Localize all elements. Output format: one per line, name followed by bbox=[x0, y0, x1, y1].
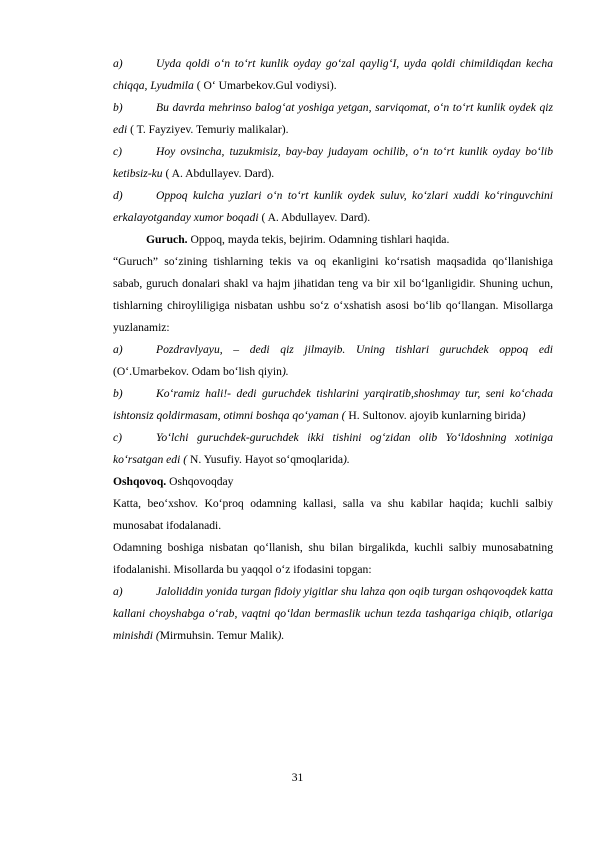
example-a-oy bbox=[113, 53, 553, 97]
guruch-example-b bbox=[113, 383, 553, 427]
source-citation: ( O‘ Umarbekov.Gul vodiysi). bbox=[193, 79, 337, 92]
source-citation: (O‘.Umarbekov. Odam bo‘lish qiyin bbox=[113, 365, 282, 378]
list-marker: d) bbox=[113, 189, 123, 202]
term-label: Oshqovoq. bbox=[113, 475, 167, 488]
page-body bbox=[113, 53, 553, 647]
example-c-oy bbox=[113, 141, 553, 185]
section-heading-guruch bbox=[113, 229, 553, 251]
quote-text: Yo‘lchi guruchdek-guruchdek ikki tishini og‘zidan olib Yo‘ldoshning xotiniga ko‘rsatgan edi ( bbox=[113, 431, 553, 466]
guruch-example-c bbox=[113, 427, 553, 471]
list-marker: a) bbox=[113, 57, 123, 70]
page-number: 31 bbox=[291, 771, 304, 784]
list-marker: b) bbox=[113, 387, 123, 400]
quote-text: Oppoq kulcha yuzlari o‘n to‘rt kunlik oydek suluv, ko‘zlari xuddi ko‘ringuvchini erkalayotganday xumor boqadi bbox=[113, 189, 553, 224]
quote-text: Pozdravlyayu, – dedi qiz jilmayib. Uning tishlari guruchdek oppoq edi bbox=[156, 343, 553, 356]
quote-text: Ko‘ramiz hali!- dedi guruchdek tishlarini yarqiratib,shoshmay tur, seni ko‘chada ishtonsiz qoldirmasam, otimni boshqa qo‘yaman ( bbox=[113, 387, 553, 422]
quote-text: Hoy ovsincha, tuzukmisiz, bay-bay judayam ochilib, o‘n to‘rt kunlik oyday bo‘lib ketibsiz-ku bbox=[113, 145, 553, 180]
quote-text: Jaloliddin yonida turgan fidoiy yigitlar shu lahza qon oqib turgan oshqovoqdek katta kallani choyshabga o‘rab, vaqtni qo‘ldan bermaslik uchun tezda tashqariga chiqib, otlariga minishdi ( bbox=[113, 585, 553, 642]
section-heading-oshqovoq bbox=[113, 471, 553, 493]
citation-close: ). bbox=[281, 365, 289, 378]
citation-close: ). bbox=[343, 453, 350, 466]
guruch-example-a bbox=[113, 339, 553, 383]
term-definition: Oppoq, mayda tekis, bejirim. Odamning tishlari haqida. bbox=[187, 233, 450, 246]
source-citation: ( A. Abdullayev. Dard). bbox=[258, 211, 371, 224]
list-marker: a) bbox=[113, 343, 123, 356]
source-citation: ( T. Fayziyev. Temuriy malikalar). bbox=[127, 123, 289, 136]
oshqovoq-example-a bbox=[113, 581, 553, 647]
source-citation: Mirmuhsin. Temur Malik bbox=[159, 629, 278, 642]
list-marker: c) bbox=[113, 145, 123, 158]
example-b-oy bbox=[113, 97, 553, 141]
quote-text: Bu davrda mehrinso balog‘at yoshiga yetgan, sarviqomat, o‘n to‘rt kunlik oydek qiz edi bbox=[113, 101, 553, 136]
list-marker: b) bbox=[113, 101, 123, 114]
source-citation: H. Sultonov. ajoyib kunlarning birida bbox=[345, 409, 522, 422]
list-marker: c) bbox=[113, 431, 123, 444]
quote-text: Uyda qoldi o‘n to‘rt kunlik oyday go‘zal qaylig‘I, uyda qoldi chimildiqdan kecha chiqqa, Lyudmila bbox=[113, 57, 553, 92]
term-definition: Oshqovoqday bbox=[166, 475, 234, 488]
list-marker: a) bbox=[113, 585, 123, 598]
source-citation: ( A. Abdullayev. Dard). bbox=[162, 167, 275, 180]
guruch-explanation: “Guruch” so‘zining tishlarning tekis va oq ekanligini ko‘rsatish maqsadida qo‘llanishiga sabab, guruch donalari shakl va hajm jihatidan teng va bir xil bo‘lganligidir. Shuning uchun, tishlarning chiroyliligiga nisbatan ushbu so‘z o‘xshatish asosi bo‘lib qo‘llangan. Misollarga yuzlanamiz: bbox=[113, 255, 553, 334]
oshqovoq-explanation-2: Odamning boshiga nisbatan qo‘llanish, shu bilan birgalikda, kuchli salbiy munosabatning ifodalanishi. Misollarda bu yaqqol o‘z ifodasini topgan: bbox=[113, 541, 553, 576]
source-citation: N. Yusufiy. Hayot so‘qmoqlarida bbox=[187, 453, 344, 466]
oshqovoq-explanation-1: Katta, beo‘xshov. Ko‘proq odamning kallasi, salla va shu kabilar haqida; kuchli salbiy munosabat ifodalanadi. bbox=[113, 497, 553, 532]
term-label: Guruch. bbox=[146, 233, 188, 246]
citation-close: ) bbox=[521, 409, 526, 422]
citation-close: ). bbox=[277, 629, 285, 642]
example-d-oy bbox=[113, 185, 553, 229]
